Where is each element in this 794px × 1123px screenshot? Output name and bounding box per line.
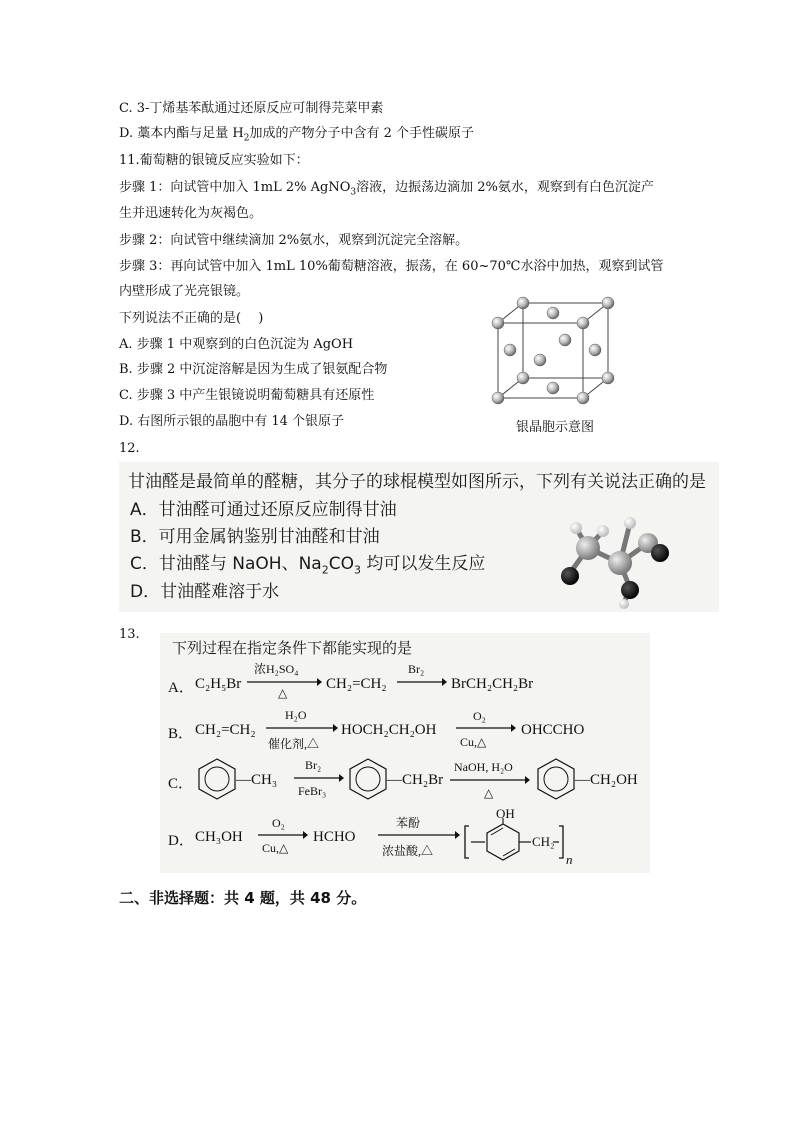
q13-a-arrow2 xyxy=(397,677,447,687)
q13-b-label: B． xyxy=(168,726,194,742)
q13-c-benzene-ring-3 xyxy=(535,757,577,801)
q13-d-product1: HCHO xyxy=(313,829,356,845)
q13-number: 13. xyxy=(119,627,140,642)
q12-stem: 甘油醛是最简单的醛糖，其分子的球棍模型如图所示，下列有关说法正确的是 xyxy=(128,472,706,492)
q13-a-cond2-top: Br₂ xyxy=(408,662,425,676)
q13-b-arrow1 xyxy=(266,723,338,733)
figure-caption: 银晶胞示意图 xyxy=(516,420,595,435)
q13-c-product1: —CH₂Br xyxy=(387,772,444,788)
silver-unit-cell-figure xyxy=(488,293,623,411)
q13-c-cond2-bot: △ xyxy=(484,786,494,800)
q13-d-reactant: CH₃OH xyxy=(195,829,243,845)
q11-step3: 步骤 3：再向试管中加入 1mL 10%葡萄糖溶液，振荡，在 60~70℃水浴中加热，观察到试管 xyxy=(119,259,664,274)
q13-d-arrow2 xyxy=(378,830,460,840)
q13-d-oh-group: OH xyxy=(496,806,515,821)
q11-step1-cont: 生并迅速转化为灰褐色。 xyxy=(119,206,263,221)
q13-a-reactant: C₂H₅Br xyxy=(195,676,242,692)
q12-number: 12. xyxy=(119,441,140,456)
q13-stem: 下列过程在指定条件下都能实现的是 xyxy=(172,639,413,657)
q11-step2: 步骤 2：向试管中继续滴加 2%氨水，观察到沉淀完全溶解。 xyxy=(119,233,469,248)
glyceraldehyde-ball-stick-model xyxy=(548,498,678,610)
q13-a-label: A． xyxy=(168,680,194,696)
q13-d-cond2-top: 苯酚 xyxy=(396,816,421,830)
q12-option-a: A．甘油醛可通过还原反应制得甘油 xyxy=(130,500,397,520)
q11-option-a: A. 步骤 1 中观察到的白色沉淀为 AgOH xyxy=(119,337,354,352)
q13-c-product2: —CH₂OH xyxy=(575,772,638,788)
q12-option-b: B．可用金属钠鉴别甘油醛和甘油 xyxy=(130,527,380,547)
q13-d-polymer-n: n xyxy=(566,852,573,867)
q13-c-cond2-top: NaOH, H₂O xyxy=(454,760,513,774)
q13-c-label: C． xyxy=(168,776,194,792)
q10-option-d: D. 藁本内酯与足量 $H_2$加成的产物分子中含有 2 个手性碳原子 xyxy=(119,126,474,144)
q13-c-arrow2 xyxy=(450,775,530,785)
q12-option-c: C．甘油醛与 NaOH、$Na_2CO_3$ 均可以发生反应 xyxy=(130,554,486,577)
q13-b-reactant: CH₂=CH₂ xyxy=(195,722,256,738)
q13-d-cond1-bot: Cu,△ xyxy=(262,841,289,855)
q13-d-cond1-top: O₂ xyxy=(272,816,285,830)
q13-b-product2: OHCCHO xyxy=(521,722,585,738)
q12-option-d: D．甘油醛难溶于水 xyxy=(130,582,280,602)
q13-c-cond1-bot: FeBr₃ xyxy=(298,784,327,798)
q10-option-c: C. 3-丁烯基苯酞通过还原反应可制得芫菜甲素 xyxy=(119,101,384,116)
q13-d-ch2-group: CH₂ xyxy=(532,834,555,849)
q13-c-arrow1 xyxy=(294,773,344,783)
q13-c-benzene-ring-1 xyxy=(196,757,238,801)
q13-a-product2: BrCH₂CH₂Br xyxy=(451,676,534,692)
q13-b-cond2-bot: Cu,△ xyxy=(460,735,487,749)
q11-question: 下列说法不正确的是( ) xyxy=(119,311,264,326)
q13-d-polymer-structure xyxy=(463,806,573,866)
q13-b-product1: HOCH₂CH₂OH xyxy=(341,722,437,738)
q13-b-cond1-bot: 催化剂,△ xyxy=(268,737,320,751)
q13-d-arrow1 xyxy=(258,830,308,840)
q13-d-cond2-bot: 浓盐酸,△ xyxy=(382,844,434,858)
section-heading: 二、非选择题：共 4 题，共 48 分。 xyxy=(119,889,367,907)
q13-c-cond1-top: Br₂ xyxy=(305,758,322,772)
q13-b-cond1-top: H₂O xyxy=(285,708,307,722)
q11-option-d: D. 右图所示银的晶胞中有 14 个银原子 xyxy=(119,414,345,429)
q11-step3-cont: 内壁形成了光亮银镜。 xyxy=(119,284,250,299)
q11-option-c: C. 步骤 3 中产生银镜说明葡萄糖具有还原性 xyxy=(119,388,375,403)
q13-d-label: D． xyxy=(168,833,194,849)
q13-a-product1: CH₂=CH₂ xyxy=(326,676,387,692)
q11-option-b: B. 步骤 2 中沉淀溶解是因为生成了银氨配合物 xyxy=(119,362,388,377)
q13-a-cond1-top: 浓H₂SO₄ xyxy=(254,662,299,676)
q11-step1: 步骤 1：向试管中加入 1mL 2% AgNO$_3$溶液，边振荡边滴加 2%氨水，观察到有白色沉淀产 xyxy=(119,180,654,198)
q13-b-cond2-top: O₂ xyxy=(473,709,486,723)
q13-b-arrow2 xyxy=(456,723,516,733)
q13-c-benzene-ring-2 xyxy=(347,757,389,801)
q11-title: 11.葡萄糖的银镜反应实验如下： xyxy=(119,153,309,168)
q13-c-reactant: —CH₃ xyxy=(236,772,278,788)
q13-a-cond1-bot: △ xyxy=(278,686,288,700)
